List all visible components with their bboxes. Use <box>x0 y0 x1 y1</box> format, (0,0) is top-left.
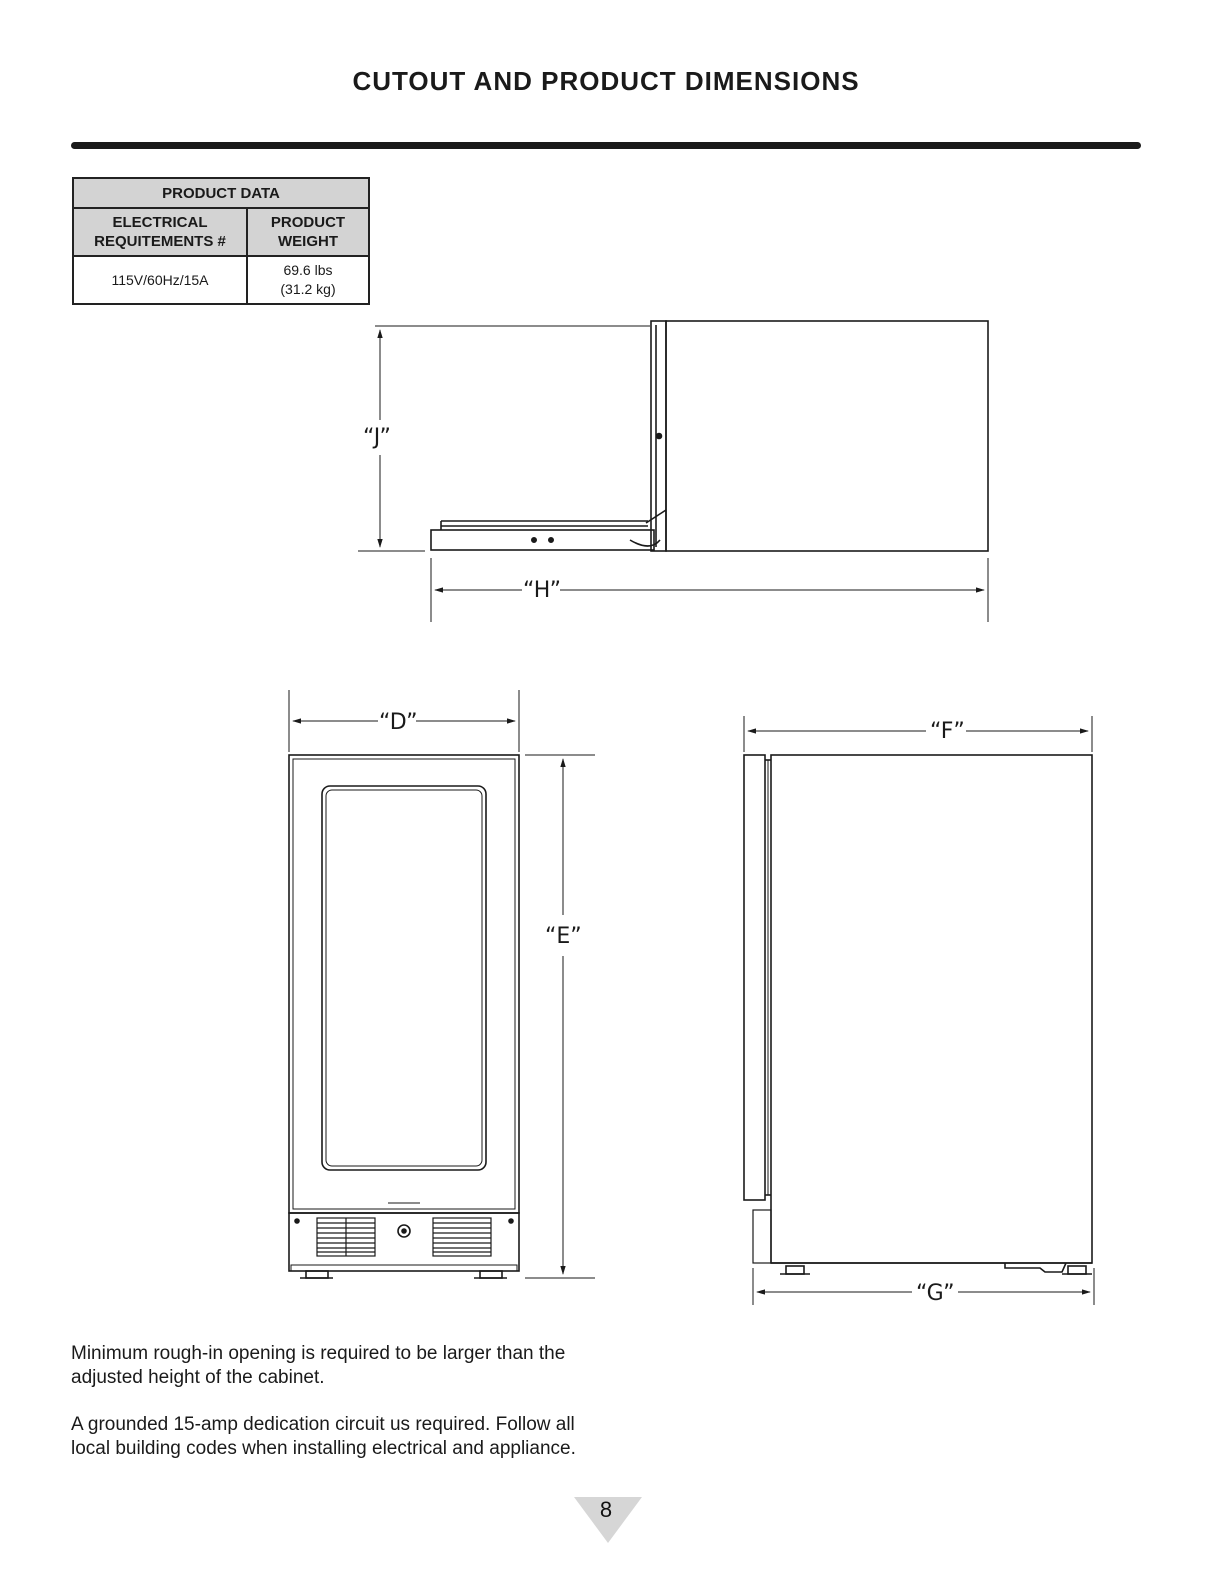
kick-plate <box>289 1213 519 1271</box>
weight-kg: (31.2 kg) <box>280 281 336 297</box>
dim-label-d: “D” <box>379 710 418 735</box>
page-number: 8 <box>599 1497 613 1522</box>
side-foot-front <box>786 1266 804 1274</box>
side-foot-rear <box>1068 1266 1086 1274</box>
dim-label-e: “E” <box>545 924 582 949</box>
door-open-view <box>358 321 988 622</box>
side-view <box>744 716 1094 1305</box>
front-door-frame <box>289 755 519 1213</box>
page-number-badge <box>574 1497 642 1543</box>
weight-lbs: 69.6 lbs <box>283 262 333 278</box>
front-view <box>289 690 595 1278</box>
dim-label-j: “J” <box>363 425 391 450</box>
dim-label-h: “H” <box>523 578 561 603</box>
cabinet-body <box>666 321 988 551</box>
weight-header: PRODUCT WEIGHT <box>247 208 369 256</box>
note-rough-in: Minimum rough-in opening is required to be larger than the adjusted height of the cabinet. <box>71 1343 566 1388</box>
dim-label-g: “G” <box>916 1281 955 1306</box>
note-electrical: A grounded 15-amp dedication circuit us required. Follow all local building codes when installing electrical and appliance. <box>71 1414 576 1459</box>
electrical-value: 115V/60Hz/15A <box>73 256 247 304</box>
page-title: CUTOUT AND PRODUCT DIMENSIONS <box>352 66 860 96</box>
leveling-foot-left <box>306 1271 328 1278</box>
door-panel <box>431 530 654 550</box>
dim-label-f: “F” <box>930 719 965 744</box>
glass-window <box>322 786 486 1170</box>
leveling-foot-right <box>480 1271 502 1278</box>
side-door <box>744 755 765 1200</box>
electrical-header: ELECTRICAL REQUITEMENTS # <box>73 208 247 256</box>
side-cabinet <box>771 755 1092 1263</box>
table-heading: PRODUCT DATA <box>73 178 369 208</box>
side-kick-plate <box>753 1210 771 1263</box>
